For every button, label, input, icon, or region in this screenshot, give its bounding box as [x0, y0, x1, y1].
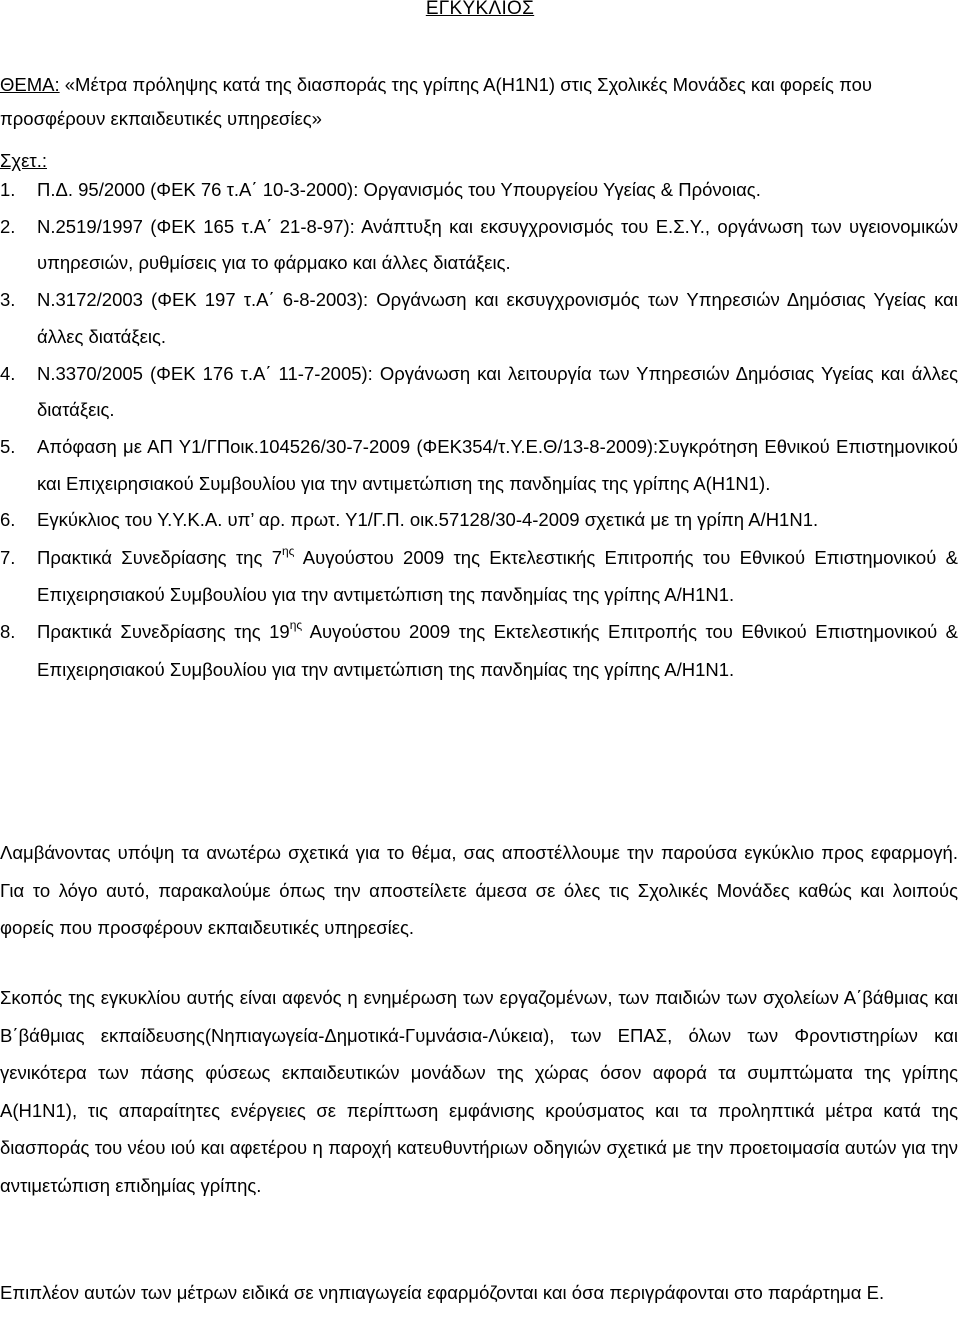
reference-text-end: Αυγούστου 2009 της Εκτελεστικής Επιτροπής του Εθνικού Επιστημονικού & Επιχειρησιακού Συμβουλίου για την αντιμετώπιση της πανδημίας της γρίπης Α/Η1Ν1.	[37, 547, 958, 606]
reference-text: Εγκύκλιος του Υ.Υ.Κ.Α. υπ’ αρ. πρωτ. Υ1/Γ.Π. οικ.57128/30-4-2009 σχετικά με τη γρίπη Α/Η1Ν1.	[37, 509, 819, 531]
reference-item	[0, 539, 958, 613]
reference-number: 7.	[0, 547, 16, 569]
references-list	[0, 172, 958, 688]
paragraph-instructions: Λαμβάνοντας υπόψη τα ανωτέρω σχετικά για το θέμα, σας αποστέλλουμε την παρούσα εγκύκλιο προς εφαρμογή. Για το λόγο αυτό, παρακαλούμε όπως την αποστείλετε άμεσα σε όλες τις Σχολικές Μονάδες καθώς και λοιπούς φορείς που προσφέρουν εκπαιδευτικές υπηρεσίες.	[0, 842, 958, 938]
reference-text-start: Πρακτικά Συνεδρίασης της 7	[37, 547, 282, 569]
reference-text-end: Αυγούστου 2009 της Εκτελεστικής Επιτροπής του Εθνικού Επιστημονικού & Επιχειρησιακού Συμβουλίου για την αντιμετώπιση της πανδημίας της γρίπης Α/Η1Ν1.	[37, 621, 958, 680]
reference-item	[0, 502, 958, 539]
reference-text: Απόφαση με ΑΠ Υ1/ΓΠοικ.104526/30-7-2009 (ΦΕΚ354/τ.Υ.Ε.Θ/13-8-2009):Συγκρότηση Εθνικού Επιστημονικού και Επιχειρησιακού Συμβουλίου για την αντιμετώπιση της πανδημίας της γρίπης Α(Η1Ν1).	[37, 435, 958, 494]
reference-item	[0, 209, 958, 282]
reference-number: 6.	[0, 509, 16, 531]
reference-item	[0, 429, 958, 502]
reference-number: 5.	[0, 435, 16, 457]
document-title: ΕΓΚΥΚΛΙΟΣ	[425, 0, 535, 19]
references-heading: Σχετ.:	[0, 150, 47, 171]
topic-text: «Μέτρα πρόληψης κατά της διασποράς της γρίπης Α(Η1Ν1) στις Σχολικές Μονάδες και φορείς που προσφέρουν εκπαιδευτικές υπηρεσίες»	[0, 74, 872, 129]
reference-item	[0, 356, 958, 429]
reference-number: 4.	[0, 362, 16, 384]
topic-block	[0, 68, 958, 136]
reference-text: Ν.3172/2003 (ΦΕΚ 197 τ.Α΄ 6-8-2003): Οργάνωση και εκσυγχρονισμός των Υπηρεσιών Δημόσιας Υγείας και άλλες διατάξεις.	[37, 289, 958, 347]
reference-ordinal-suffix: ης	[289, 618, 303, 633]
reference-text: Π.Δ. 95/2000 (ΦΕΚ 76 τ.Α΄ 10-3-2000): Οργανισμός του Υπουργείου Υγείας & Πρόνοιας.	[37, 179, 761, 200]
paragraph-purpose: Σκοπός της εγκυκλίου αυτής είναι αφενός η ενημέρωση των εργαζομένων, των παιδιών των σχολείων Α΄βάθμιας και Β΄βάθμιας εκπαίδευσης(Νηπιαγωγεία-Δημοτικά-Γυμνάσια-Λύκεια), των ΕΠΑΣ, όλων των Φροντιστηρίων και γενικότερα των πάσης φύσεως εκπαιδευτικών μονάδων της χώρας όσον αφορά τα συμπτώματα της γρίπης Α(Η1Ν1), τις απαραίτητες ενέργειες σε περίπτωση εμφάνισης κρούσματος και τα προληπτικά μέτρα κατά της διασποράς του νέου ιού και αφετέρου η παροχή κατευθυντήριων οδηγιών σχετικά με την προετοιμασία αυτών για την αντιμετώπιση επιδημίας γρίπης.	[0, 987, 958, 1196]
reference-number: 3.	[0, 289, 16, 311]
paragraph-additional: Επιπλέον αυτών των μέτρων ειδικά σε νηπιαγωγεία εφαρμόζονται και όσα περιγράφονται στο παράρτημα Ε.	[0, 1282, 885, 1303]
reference-text-start: Πρακτικά Συνεδρίασης της 19	[37, 621, 290, 643]
reference-item	[0, 172, 958, 209]
reference-number: 8.	[0, 621, 16, 643]
reference-number: 2.	[0, 215, 16, 237]
reference-item	[0, 282, 958, 355]
topic-label: ΘΕΜΑ:	[0, 74, 60, 95]
reference-item	[0, 613, 958, 687]
reference-text: Ν.2519/1997 (ΦΕΚ 165 τ.Α΄ 21-8-97): Ανάπτυξη και εκσυγχρονισμός του Ε.Σ.Υ., οργάνωση των υγειονομικών υπηρεσιών, ρυθμίσεις για το φάρμακο και άλλες διατάξεις.	[37, 215, 958, 274]
reference-text: Ν.3370/2005 (ΦΕΚ 176 τ.Α΄ 11-7-2005): Οργάνωση και λειτουργία των Υπηρεσιών Δημόσιας Υγείας και άλλες διατάξεις.	[37, 362, 958, 421]
reference-ordinal-suffix: ης	[281, 543, 295, 558]
reference-number: 1.	[0, 179, 16, 200]
